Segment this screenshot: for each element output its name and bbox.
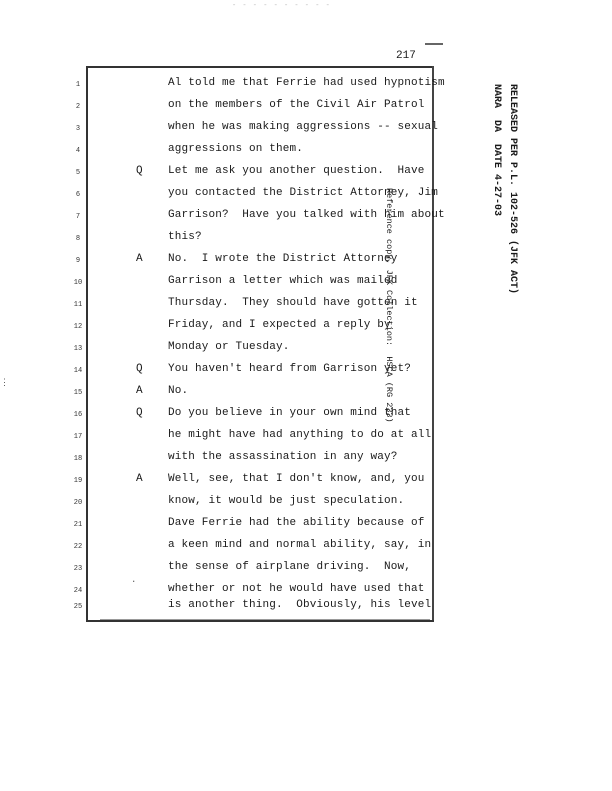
speaker-label: Q — [136, 407, 143, 419]
line-text: with the assassination in any way? — [168, 451, 398, 463]
line-text: you contacted the District Attorney, Jim — [168, 187, 439, 199]
line-number: 17 — [73, 433, 83, 441]
line-number: 12 — [73, 323, 83, 331]
line-number: 20 — [73, 499, 83, 507]
line-number: 10 — [73, 279, 83, 287]
release-stamp-line-1: RELEASED PER P.L. 102-526 (JFK ACT) — [507, 84, 518, 295]
line-number: 15 — [73, 389, 83, 397]
page-number: 217 — [396, 50, 416, 62]
line-number: 22 — [73, 543, 83, 551]
line-text: when he was making aggressions -- sexual — [168, 121, 439, 133]
line-text: You haven't heard from Garrison yet? — [168, 363, 412, 375]
line-text: Thursday. They should have gotten it — [168, 297, 418, 309]
line-text: this? — [168, 231, 202, 243]
transcript-line — [0, 75, 612, 97]
line-number: 23 — [73, 565, 83, 573]
line-number: 16 — [73, 411, 83, 419]
speaker-label: A — [136, 385, 143, 397]
transcript-line — [0, 317, 612, 339]
line-number: 24 — [73, 587, 83, 595]
line-text: Monday or Tuesday. — [168, 341, 290, 353]
line-number: 19 — [73, 477, 83, 485]
transcript-line — [0, 141, 612, 163]
transcript-line — [0, 515, 612, 537]
transcript-line — [0, 339, 612, 361]
release-stamp-line-2: NARA DA DATE 4-27-03 — [491, 84, 502, 217]
line-number: 18 — [73, 455, 83, 463]
line-text: the sense of airplane driving. Now, — [168, 561, 412, 573]
line-text: Friday, and I expected a reply by — [168, 319, 391, 331]
scan-speck-left: ⋮ — [0, 378, 9, 388]
line-number: 8 — [75, 235, 81, 243]
line-text: Do you believe in your own mind that — [168, 407, 412, 419]
line-text: Garrison? Have you talked with him about — [168, 209, 445, 221]
line-number: 5 — [75, 169, 81, 177]
line-text: whether or not he would have used that — [168, 583, 425, 595]
line-number: 21 — [73, 521, 83, 529]
line-text: aggressions on them. — [168, 143, 304, 155]
transcript-line — [0, 427, 612, 449]
reference-copy-stamp: Reference copy, JFK Collection: HSCA (RG 233) — [384, 188, 394, 423]
line-text: Al told me that Ferrie had used hypnotism — [168, 77, 445, 89]
transcript-line — [0, 597, 612, 619]
transcript-line — [0, 251, 612, 273]
line-text: he might have had anything to do at all — [168, 429, 432, 441]
line-text: Well, see, that I don't know, and, you — [168, 473, 425, 485]
scan-artifact-text: - - - - - - - - - - — [232, 2, 331, 10]
transcript-line — [0, 449, 612, 471]
scan-speck-margin: · — [131, 577, 137, 587]
transcript-line — [0, 97, 612, 119]
speaker-label: A — [136, 473, 143, 485]
transcript-line — [0, 119, 612, 141]
speaker-label: A — [136, 253, 143, 265]
transcript-line — [0, 361, 612, 383]
line-text: is another thing. Obviously, his level — [168, 599, 432, 611]
line-text: Dave Ferrie had the ability because of — [168, 517, 425, 529]
line-number: 3 — [75, 125, 81, 133]
speaker-label: Q — [136, 363, 143, 375]
transcript-line — [0, 295, 612, 317]
transcript-line — [0, 559, 612, 581]
line-number: 7 — [75, 213, 81, 221]
line-text: Garrison a letter which was mailed — [168, 275, 398, 287]
line-number: 25 — [73, 603, 83, 611]
line-number: 13 — [73, 345, 83, 353]
line-number: 9 — [75, 257, 81, 265]
transcript-line — [0, 537, 612, 559]
transcript-line — [0, 471, 612, 493]
transcript-line — [0, 163, 612, 185]
line-text: on the members of the Civil Air Patrol — [168, 99, 425, 111]
transcript-line — [0, 273, 612, 295]
speaker-label: Q — [136, 165, 143, 177]
line-text: a keen mind and normal ability, say, in — [168, 539, 432, 551]
line-number: 4 — [75, 147, 81, 155]
line-number: 14 — [73, 367, 83, 375]
line-text: No. I wrote the District Attorney — [168, 253, 398, 265]
line-number: 1 — [75, 81, 81, 89]
corner-mark — [425, 43, 443, 45]
transcript-line — [0, 383, 612, 405]
line-number: 2 — [75, 103, 81, 111]
transcript-line — [0, 207, 612, 229]
line-text: Let me ask you another question. Have — [168, 165, 425, 177]
transcript-line — [0, 185, 612, 207]
line-text: know, it would be just speculation. — [168, 495, 405, 507]
line-number: 6 — [75, 191, 81, 199]
transcript-line — [0, 405, 612, 427]
line-text: No. — [168, 385, 189, 397]
transcript-line — [0, 493, 612, 515]
line-number: 11 — [73, 301, 83, 309]
bottom-scan-line — [100, 619, 430, 620]
transcript-line — [0, 229, 612, 251]
